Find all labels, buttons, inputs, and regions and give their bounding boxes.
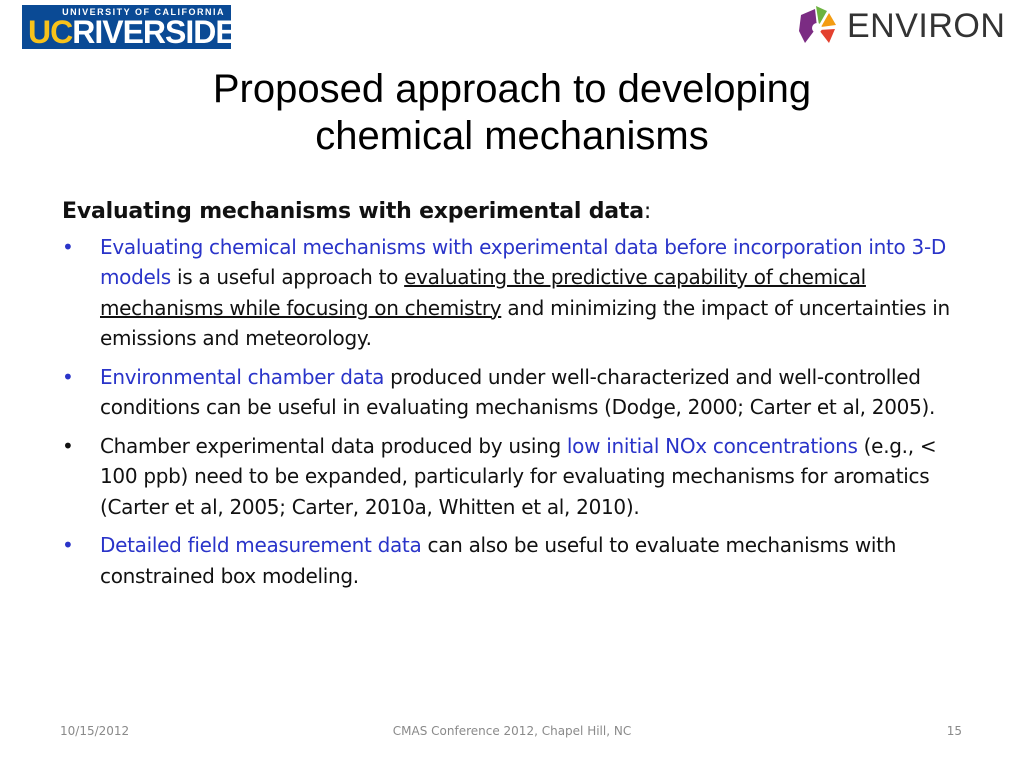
- ucr-logo-uc: UC: [28, 14, 73, 50]
- bullet-text: produced under well-characterized and well-controlled conditions can be useful in evaluating mechanisms (Dodge, 2000; Carter et al, 2005).: [100, 364, 936, 419]
- slide-title-line-1: Proposed approach to developing: [212, 67, 812, 111]
- bullet-text: Chamber experimental data produced by using: [100, 433, 567, 458]
- bullet-highlight: Evaluating chemical mechanisms with experimental data before incorporation into 3-D models: [100, 234, 946, 289]
- bullet-item: [62, 530, 962, 591]
- footer-title: CMAS Conference 2012, Chapel Hill, NC: [392, 724, 632, 738]
- section-heading: [62, 197, 962, 228]
- bullet-marker: •: [62, 364, 74, 389]
- ucr-logo-tagline: UNIVERSITY OF CALIFORNIA: [62, 7, 225, 17]
- bullet-highlight: low initial NOx concentrations: [566, 433, 858, 458]
- ucr-logo: [22, 5, 236, 50]
- bullet-marker: •: [62, 533, 74, 557]
- bullet-item: [62, 232, 962, 354]
- footer-page-number: 15: [946, 724, 962, 738]
- section-heading-text: Evaluating mechanisms with experimental data: [62, 199, 644, 224]
- bullet-list: [62, 232, 962, 592]
- bullet-item: [62, 431, 962, 523]
- environ-wordmark: ENVIRON: [847, 6, 1006, 45]
- slide-body: [62, 197, 962, 599]
- bullet-underlined-text: evaluating the predictive capability of chemical mechanisms while focusing on chemistry: [100, 265, 866, 320]
- slide-title: [0, 66, 1024, 160]
- bullet-text: can also be useful to evaluate mechanisms with constrained box modeling.: [100, 533, 897, 588]
- bullet-marker: •: [62, 234, 74, 259]
- bullet-item: [62, 362, 962, 423]
- section-heading-colon: :: [643, 199, 652, 224]
- environ-logo: [793, 1, 1008, 51]
- environ-mark-icon: [793, 3, 839, 49]
- bullet-text: (e.g., < 100 ppb) need to be expanded, particularly for evaluating mechanisms for aromatics (Carter et al, 2005; Carter, 2010a, Whitten et al, 2010).: [100, 433, 937, 519]
- slide-title-line-2: chemical mechanisms: [315, 114, 709, 158]
- bullet-highlight: Detailed field measurement data: [100, 533, 422, 557]
- bullet-text: is a useful approach to: [170, 265, 405, 289]
- ucr-logo-riverside: RIVERSIDE: [72, 14, 236, 50]
- bullet-highlight: Environmental chamber data: [100, 364, 385, 389]
- footer-date: 10/15/2012: [60, 724, 130, 738]
- bullet-text: and minimizing the impact of uncertainties in emissions and meteorology.: [100, 295, 950, 350]
- bullet-marker: •: [62, 433, 74, 458]
